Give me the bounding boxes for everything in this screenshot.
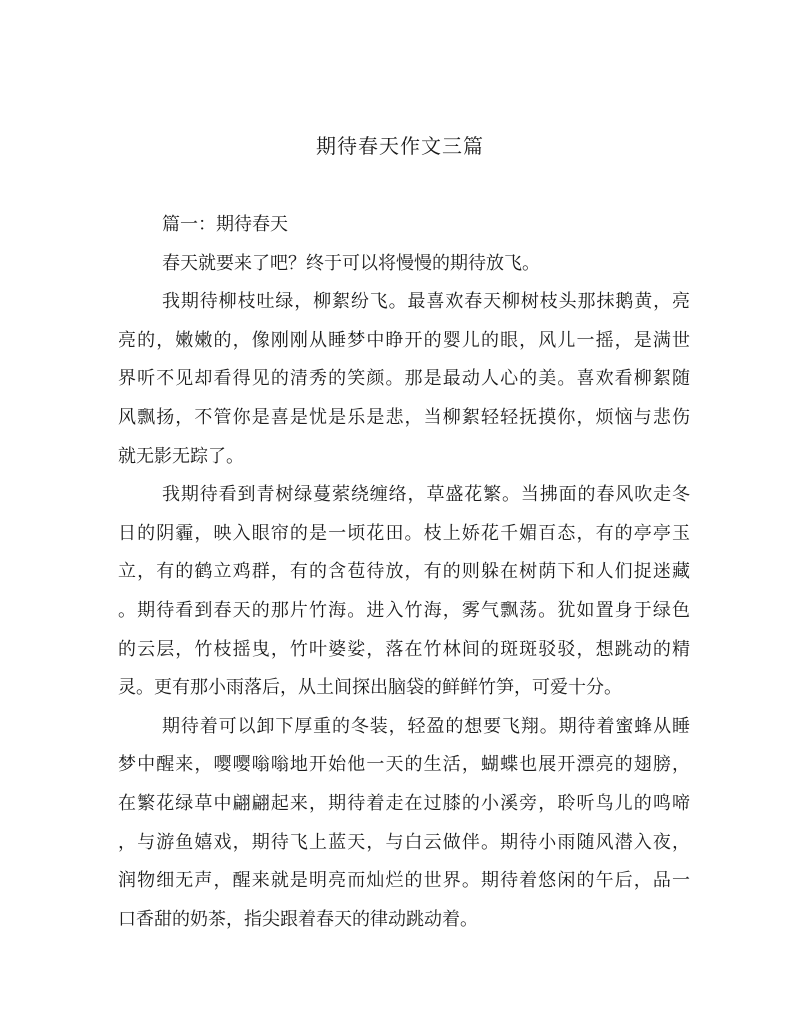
text-line: ，与游鱼嬉戏，期待飞上蓝天，与白云做伴。期待小雨随风潜入夜， — [118, 831, 690, 853]
text-line: 润物细无声，醒来就是明亮而灿烂的世界。期待着悠闲的午后，品一 — [118, 870, 690, 892]
text-line: 在繁花绿草中翩翩起来，期待着走在过膝的小溪旁，聆听鸟儿的鸣啼 — [118, 792, 690, 814]
text-line: 篇一：期待春天 — [162, 214, 288, 235]
text-line: 口香甜的奶茶，指尖跟着春天的律动跳动着。 — [118, 908, 478, 930]
text-line: 梦中醒来，嘤嘤嗡嗡地开始他一天的生活，蝴蝶也展开漂亮的翅膀， — [118, 754, 690, 776]
document-title: 期待春天作文三篇 — [316, 134, 484, 158]
text-line: 期待着可以卸下厚重的冬装，轻盈的想要飞翔。期待着蜜蜂从睡 — [162, 715, 690, 737]
text-line: 日的阴霾，映入眼帘的是一顷花田。枝上娇花千媚百态，有的亭亭玉 — [118, 522, 690, 544]
text-line: 就无影无踪了。 — [118, 445, 244, 467]
text-line: 风飘扬，不管你是喜是忧是乐是悲，当柳絮轻轻抚摸你，烦恼与悲伤 — [118, 406, 690, 428]
text-line: 。期待看到春天的那片竹海。进入竹海，雾气飘荡。犹如置身于绿色 — [118, 599, 690, 621]
text-line: 界听不见却看得见的清秀的笑颜。那是最动人心的美。喜欢看柳絮随 — [118, 368, 690, 390]
text-line: 立，有的鹤立鸡群，有的含苞待放，有的则躲在树荫下和人们捉迷藏 — [118, 561, 690, 583]
text-line: 春天就要来了吧？终于可以将慢慢的期待放飞。 — [162, 252, 540, 274]
text-line: 亮的，嫩嫩的，像刚刚从睡梦中睁开的婴儿的眼，风儿一摇，是满世 — [118, 329, 690, 351]
document-body — [118, 206, 690, 939]
text-line: 我期待柳枝吐绿，柳絮纷飞。最喜欢春天柳树枝头那抹鹅黄，亮 — [162, 291, 690, 313]
text-line: 我期待看到青树绿蔓萦绕缠络，草盛花繁。当拂面的春风吹走冬 — [162, 484, 690, 506]
text-line: 灵。更有那小雨落后，从土间探出脑袋的鲜鲜竹笋，可爱十分。 — [118, 677, 622, 699]
text-line: 的云层，竹枝摇曳，竹叶婆娑，落在竹林间的斑斑驳驳，想跳动的精 — [118, 638, 690, 660]
